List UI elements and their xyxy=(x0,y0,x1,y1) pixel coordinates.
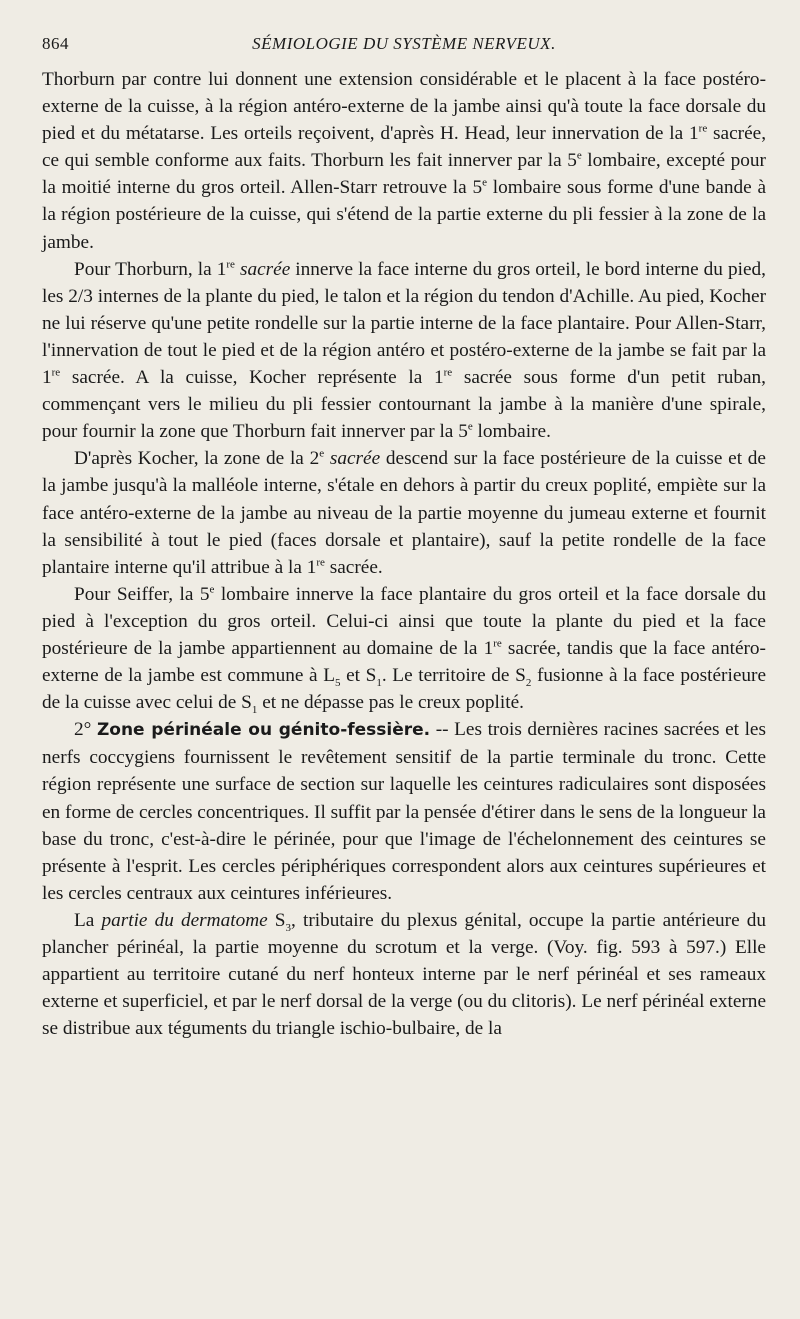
text-segment: lombaire. xyxy=(472,421,551,443)
text-segment: Thorburn par contre lui donnent une extension considérable et le placent à la face postéro-externe de la cuisse, à la région antéro-externe de la jambe ainsi qu'à toute la face dorsale du pied et du métatarse. Les orteils reçoivent, d'après H. Head, leur innervation de la xyxy=(42,69,766,145)
superscript: re xyxy=(698,122,708,135)
superscript: e xyxy=(209,583,215,596)
text-segment: -- Les trois dernières racines sacrées et les nerfs coccygiens fournissent le revêtement sensitif de la partie terminale du tronc. Cette région représente une surface de section sur laquelle les ceintures radiculaires sont disposées en forme de cercles concentriques. Il suffit par la pensée d'étirer dans le sens de la longueur la base du tronc, c'est-à-dire le périnée, pour que l'image de l'échelonnement des ceintures se présente à l'esprit. Les cercles périphériques correspondent alors aux ceintures supérieures et les cercles centraux aux ceintures inférieures. xyxy=(42,719,766,904)
text-segment: L xyxy=(323,665,335,687)
text-segment: D'après Kocher, la zone de la xyxy=(74,448,310,470)
paragraph-p6 xyxy=(42,907,766,1042)
text-segment: . Le territoire de xyxy=(381,665,516,687)
superscript: e xyxy=(467,420,473,433)
text-segment: fusionne à la face postérieure de la cuisse avec celui de xyxy=(42,665,766,714)
paragraph-p3 xyxy=(42,445,766,580)
running-head xyxy=(42,28,766,62)
paragraph-p5 xyxy=(42,716,766,907)
text-segment: 1 xyxy=(216,258,227,280)
text-segment: sacrée, ce qui semble conforme aux faits. Thorburn les fait innerver par la xyxy=(42,123,767,172)
text-segment: , tributaire du plexus génital, occupe la partie antérieure du plancher périnéal, la partie moyenne du scrotum et la verge. (Voy. fig. 593 à 597.) Elle appartient au territoire cutané du nerf honteux interne par le nerf périnéal et ses rameaux externe et superficiel, et par le nerf dorsal de la verge (ou du clitoris). Le nerf périnéal externe se distribue aux téguments du triangle ischio-bulbaire, de la xyxy=(42,909,767,1040)
text-segment: 1 xyxy=(433,367,444,389)
running-title: SÉMIOLOGIE DU SYSTÈME NERVEUX. xyxy=(252,34,556,53)
subscript: 1 xyxy=(376,676,382,689)
text-segment: et xyxy=(340,665,366,687)
text-segment: sacrée. xyxy=(324,556,383,578)
page-number: 864 xyxy=(42,34,69,53)
text-segment: 1 xyxy=(483,637,494,659)
paragraph-p2 xyxy=(42,256,766,446)
text-segment: lombaire sous forme d'une bande à la région postérieure de la cuisse, qui s'étend de la partie externe du pli fessier à la zone de la jambe. xyxy=(42,177,766,253)
superscript: re xyxy=(51,366,61,379)
text-segment: 5 xyxy=(472,177,483,199)
text-segment: 5 xyxy=(458,421,468,443)
subscript: 3 xyxy=(285,921,292,934)
text-segment: descend sur la face postérieure de la cuisse et de la jambe jusqu'à la malléole interne, s'étale en dehors à partir du creux poplité, empiète sur la face antéro-externe de la jambe au niveau de la partie moyenne du jumeau externe et fournit la sensibilité à tout le pied (faces dorsale et plantaire), sauf la petite rondelle de la face plantaire interne qu'il attribue à la xyxy=(42,448,766,578)
text-segment: 2° xyxy=(74,719,97,741)
subscript: 5 xyxy=(335,676,341,689)
text-segment: sacrée, tandis que la face antéro-externe de la jambe est commune à xyxy=(42,637,766,687)
text-segment: 1 xyxy=(689,123,699,145)
text-segment: La xyxy=(74,909,102,931)
text-segment: Pour Seiffer, la xyxy=(74,583,200,605)
superscript: e xyxy=(482,176,487,189)
text-segment: S xyxy=(515,665,526,687)
text-segment: partie du dermatome xyxy=(101,909,268,931)
superscript: e xyxy=(576,149,582,162)
text-segment: 5 xyxy=(567,150,577,172)
text-segment: innerve la face interne du gros orteil, le bord interne du pied, les 2/3 internes de la plante du pied, le talon et la région du tendon d'Achille. Au pied, Kocher ne lui réserve qu'une petite rondelle sur la partie interne de la face plantaire. Pour Allen-Starr, l'innervation de tout le pied et de la région antéro et postéro-externe de la jambe se fait par la xyxy=(42,258,766,361)
text-segment: 5 xyxy=(199,583,210,605)
paragraph-p4 xyxy=(42,581,766,716)
text-segment: 2 xyxy=(309,448,320,470)
superscript: re xyxy=(493,637,502,650)
text-segment: sacrée. A la cuisse, Kocher représente la xyxy=(60,367,434,389)
superscript: re xyxy=(226,258,235,271)
italic-term: sacrée xyxy=(329,448,381,470)
paragraph-p1 xyxy=(42,66,766,256)
superscript: re xyxy=(316,556,325,569)
text-segment: S xyxy=(267,909,286,931)
text-segment: S xyxy=(365,665,377,687)
italic-term: sacrée xyxy=(239,258,291,280)
text-segment: Zone périnéale ou génito-fessière. xyxy=(96,720,431,741)
superscript: e xyxy=(319,447,325,460)
text-segment: S xyxy=(241,692,252,714)
body-text xyxy=(42,66,766,1042)
text-segment: et ne dépasse pas le creux poplité. xyxy=(257,692,524,714)
superscript: re xyxy=(443,366,453,379)
text-segment: lombaire, excepté pour la moitié interne du gros orteil. Allen-Starr retrouve la xyxy=(42,150,766,199)
subscript: 2 xyxy=(525,676,532,689)
text-segment: lombaire innerve la face plantaire du gros orteil et la face dorsale du pied à l'exception du gros orteil. Celui-ci ainsi que toute la plante du pied et la face postérieure de la jambe appartiennent au domaine de la xyxy=(42,583,767,659)
text-segment: 1 xyxy=(42,367,52,389)
subscript: 1 xyxy=(251,704,258,717)
text-segment: 1 xyxy=(306,556,317,578)
text-segment: Pour Thorburn, la xyxy=(74,258,217,280)
text-segment: sacrée sous forme d'un petit ruban, commençant vers le milieu du pli fessier contournant la jambe à la manière d'une spirale, pour fournir la zone que Thorburn fait innerver par la xyxy=(42,367,767,443)
